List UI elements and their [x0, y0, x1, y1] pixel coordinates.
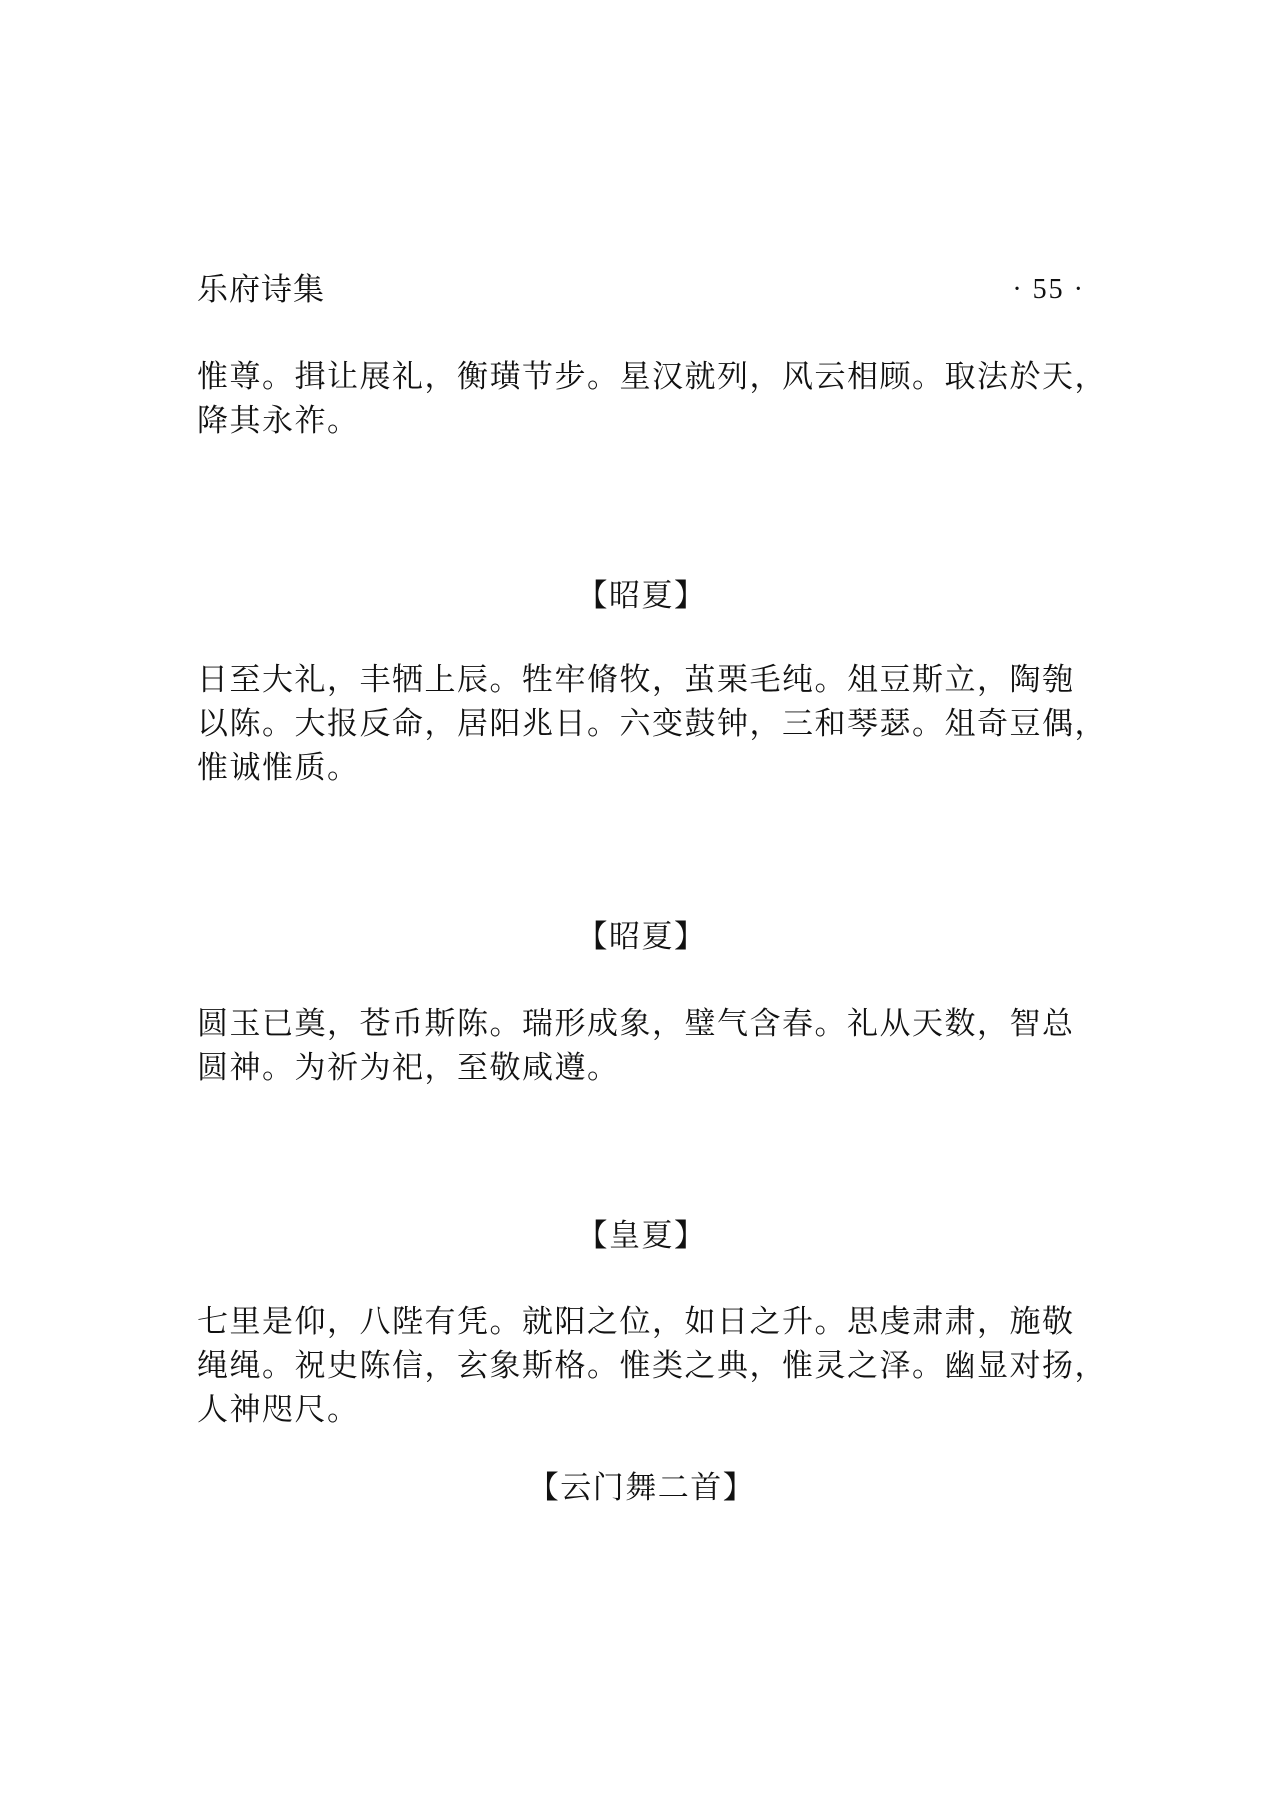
- section-heading: 【云门舞二首】: [527, 1470, 756, 1506]
- paragraph: [197, 1002, 1097, 1090]
- text-line: 降其永祚。: [197, 403, 360, 439]
- text-line: 绳绳。祝史陈信，玄象斯格。惟类之典，惟灵之泽。幽显对扬，: [197, 1348, 1107, 1384]
- section-heading: 【皇夏】: [576, 1218, 707, 1254]
- paragraph: [197, 658, 1107, 790]
- text-line: 惟诚惟质。: [197, 750, 360, 786]
- book-title: 乐府诗集: [197, 272, 325, 308]
- paragraph: [197, 1300, 1107, 1432]
- text-line: 七里是仰，八陛有凭。就阳之位，如日之升。思虔肃肃，施敬: [197, 1304, 1075, 1340]
- paragraph-section-1: [197, 658, 1107, 790]
- text-line: 日至大礼，丰牺上辰。牲牢脩牧，茧栗毛纯。俎豆斯立，陶匏: [197, 662, 1075, 698]
- paragraph-continuation: [197, 355, 1107, 443]
- page-number: · 55 ·: [1012, 274, 1085, 305]
- text-line: 惟尊。揖让展礼，衡璜节步。星汉就列，风云相顾。取法於天，: [197, 359, 1107, 395]
- text-line: 人神咫尺。: [197, 1392, 360, 1428]
- text-line: 圆神。为祈为祀，至敬咸遵。: [197, 1050, 620, 1086]
- running-header: [197, 268, 1085, 312]
- text-line: 以陈。大报反命，居阳兆日。六变鼓钟，三和琴瑟。俎奇豆偶，: [197, 706, 1107, 742]
- section-heading: 【昭夏】: [576, 919, 707, 955]
- paragraph: [197, 355, 1107, 443]
- text-line: 圆玉已奠，苍币斯陈。瑞形成象，璧气含春。礼从天数，智总: [197, 1006, 1075, 1042]
- paragraph-section-3: [197, 1300, 1107, 1432]
- paragraph-section-2: [197, 1002, 1097, 1090]
- section-heading: 【昭夏】: [576, 578, 707, 614]
